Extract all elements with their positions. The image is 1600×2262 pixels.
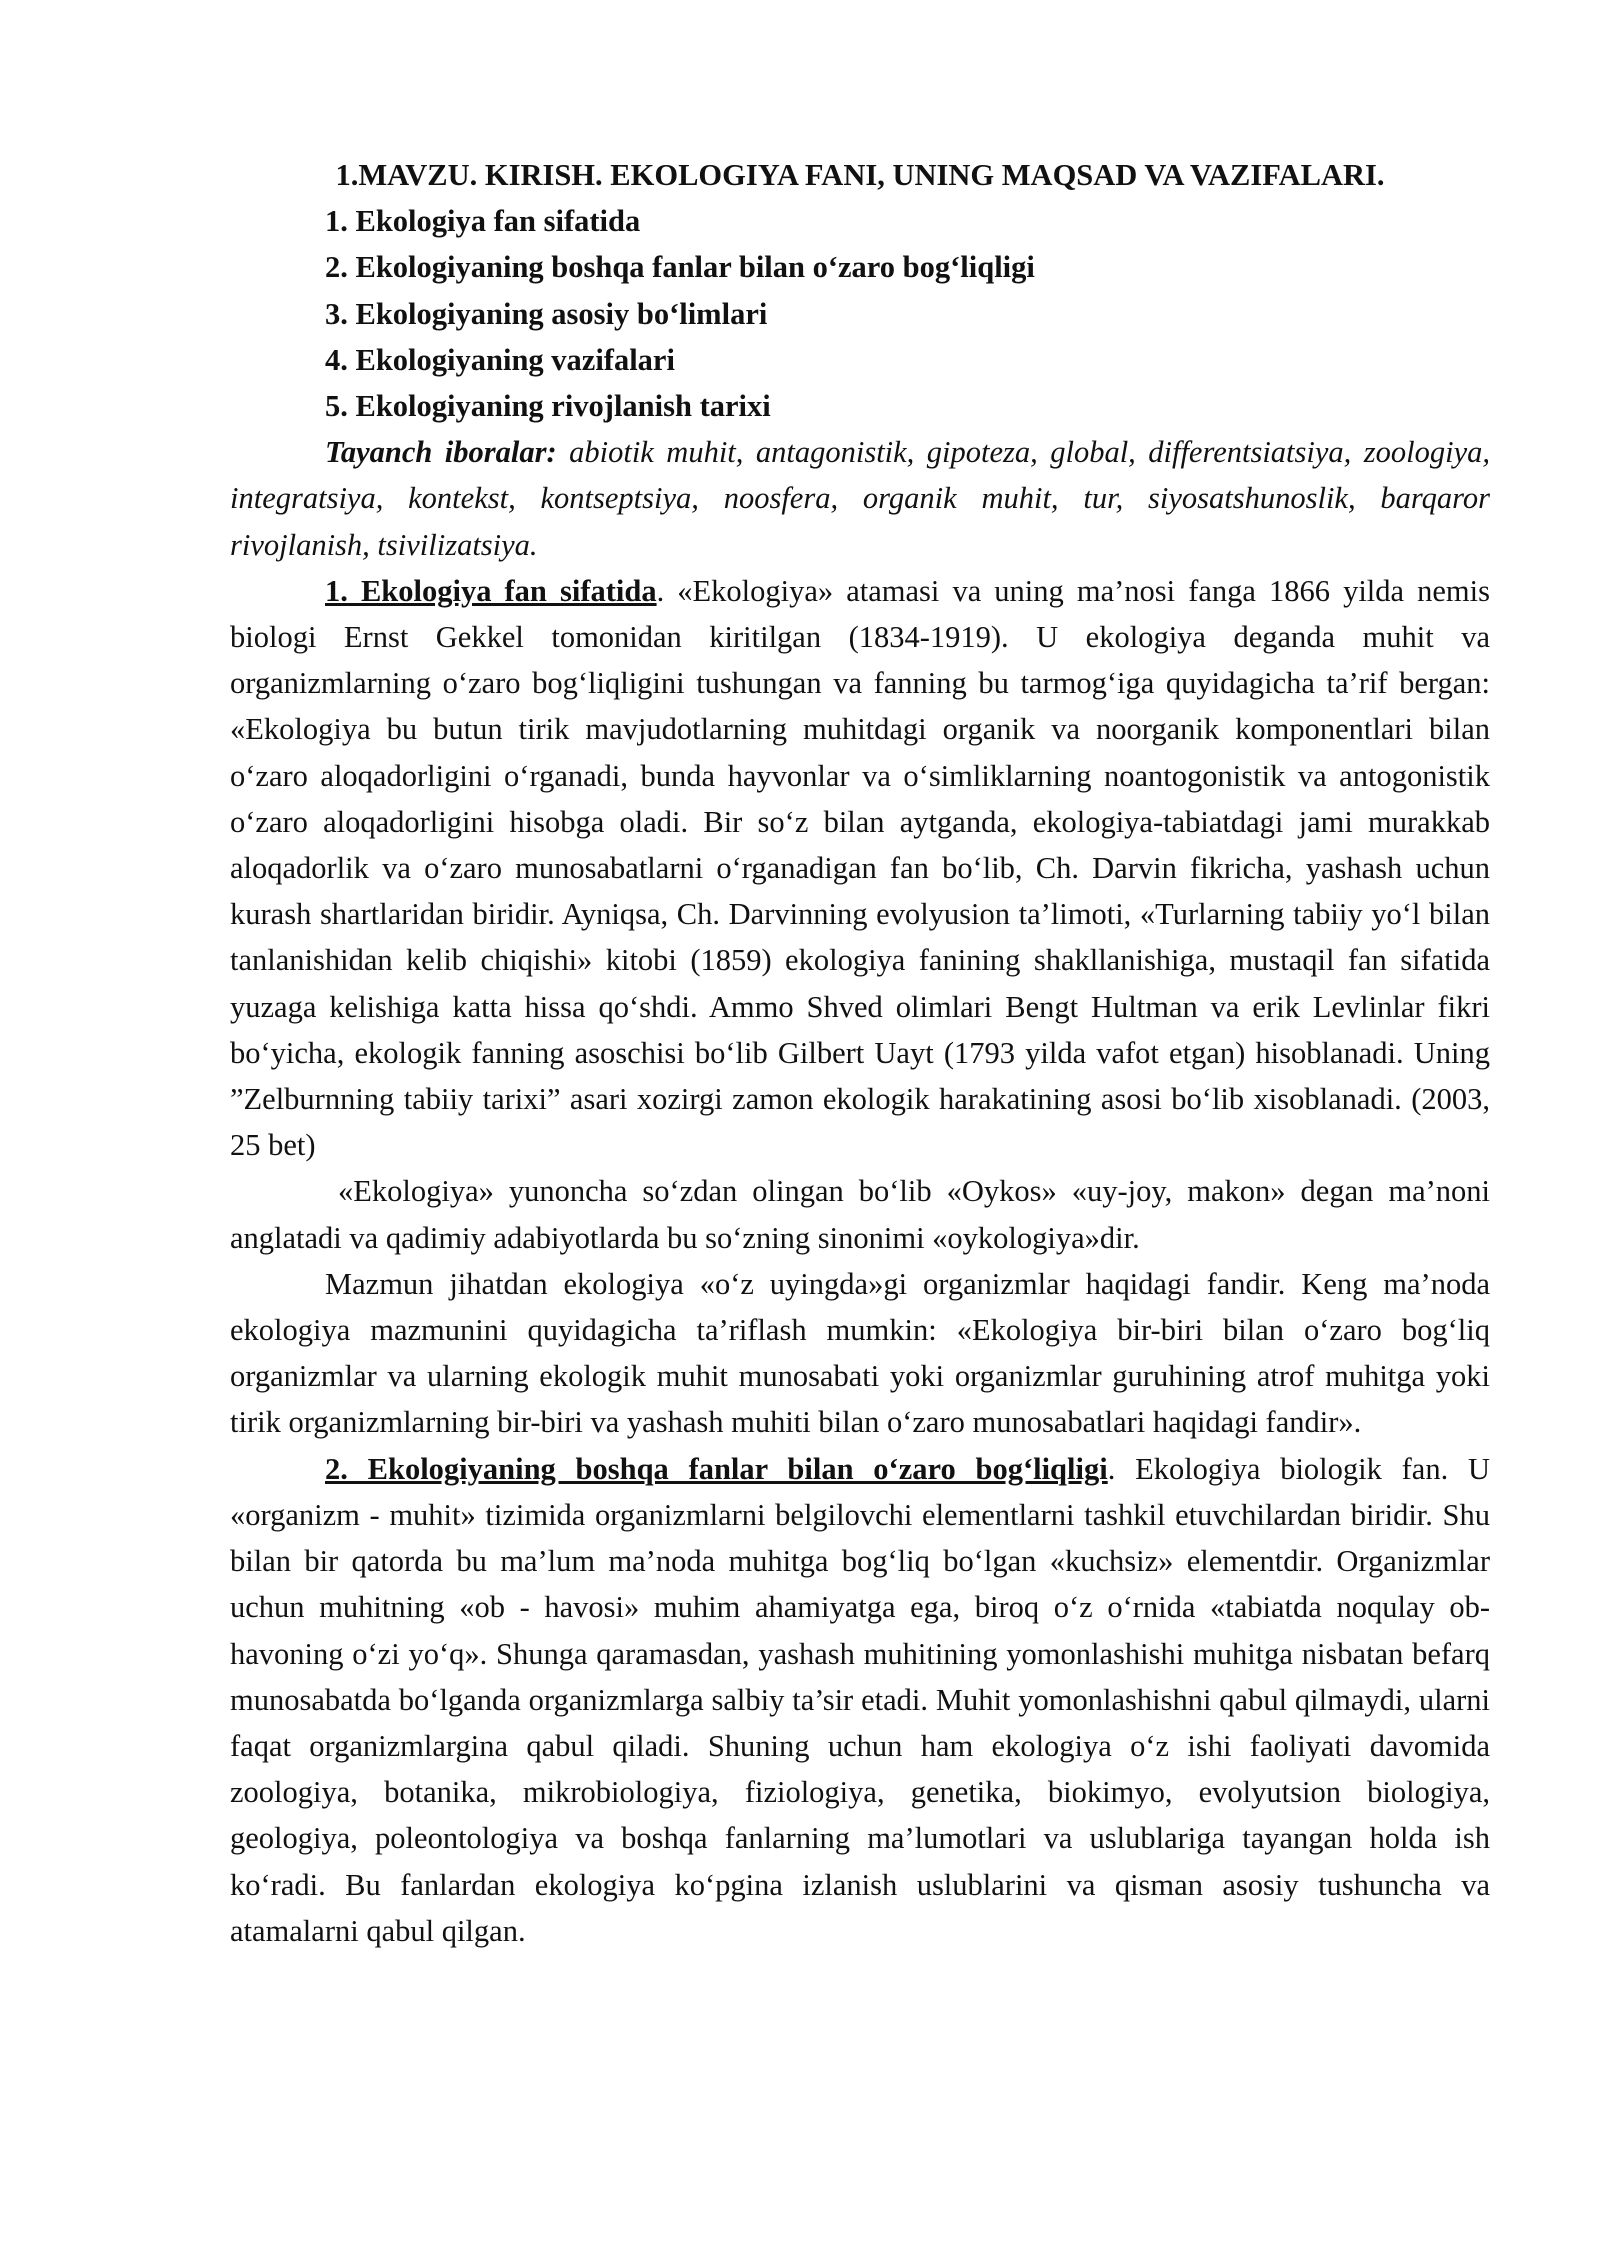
section1-paragraph-2: «Ekologiya» yunoncha so‘zdan olingan bo‘lib «Oykos» «uy-joy, makon» degan ma’noni anglatadi va qadimiy adabiyotlarda bu so‘zning sinonimi «oykologiya»dir.: [230, 1174, 1490, 1255]
section1-paragraph-3: Mazmun jihatdan ekologiya «o‘z uyingda»gi organizmlar haqidagi fandir. Keng ma’noda ekologiya mazmunini quyidagicha ta’riflash mumkin: «Ekologiya bir-biri bilan o‘zaro bog‘liq organizmlar va ularning ekologik muhit munosabati yoki organizmlar guruhining atrof muhitga yoki tirik organizmlarning bir-biri va yashash muhiti bilan o‘zaro munosabatlari haqidagi fandir».: [230, 1266, 1490, 1440]
section2-text: . Ekologiya biologik fan. U «organizm - muhit» tizimida organizmlarni belgilovchi elementlarni tashkil etuvchilardan biridir. Shu bilan bir qatorda bu ma’lum ma’noda muhitga bog‘liq bo‘lgan «kuchsiz» elementdir. Organizmlar uchun muhitning «ob - havosi» muhim ahamiyatga ega, biroq o‘z o‘rnida «tabiatda noqulay ob-havoning o‘zi yo‘q». Shunga qaramasdan, yashash muhitining yomonlashishi muhitga nisbatan befarq munosabatda bo‘lganda organizmlarga salbiy ta’sir etadi. Muhit yomonlashishni qabul qilmaydi, ularni faqat organizmlargina qabul qiladi. Shuning uchun ham ekologiya o‘z ishi faoliyati davomida zoologiya, botanika, mikrobiologiya, fiziologiya, genetika, biokimyo, evolyutsion biologiya, geologiya, poleontologiya va boshqa fanlarning ma’lumotlari va uslublariga tayangan holda ish ko‘radi. Bu fanlardan ekologiya ko‘pgina izlanish uslublarini va qisman asosiy tushuncha va atamalarni qabul qilgan.: [230, 1451, 1490, 1948]
keywords-label: Tayanch iboralar:: [325, 435, 557, 470]
toc-item: 1. Ekologiya fan sifatida: [325, 204, 641, 239]
toc-item: 3. Ekologiyaning asosiy bo‘limlari: [325, 296, 768, 331]
section1-text: . «Ekologiya» atamasi va uning ma’nosi fanga 1866 yilda nemis biologi Ernst Gekkel tomonidan kiritilgan (1834-1919). U ekologiya deganda muhit va organizmlarning o‘zaro bog‘liqligini tushungan va fanning bu tarmog‘iga quyidagicha ta’rif bergan: «Ekologiya bu butun tirik mavjudotlarning muhitdagi organik va noorganik komponentlari bilan o‘zaro aloqadorligini o‘rganadi, bunda hayvonlar va o‘simliklarning noantogonistik va antogonistik o‘zaro aloqadorligini hisobga oladi. Bir so‘z bilan aytganda, ekologiya-tabiatdagi jami murakkab aloqadorlik va o‘zaro munosabatlarni o‘rganadigan fan bo‘lib, Ch. Darvin fikricha, yashash uchun kurash shartlaridan biridir. Ayniqsa, Ch. Darvinning evolyusion ta’limoti, «Turlarning tabiiy yo‘l bilan tanlanishidan kelib chiqishi» kitobi (1859) ekologiya fanining shakllanishiga, mustaqil fan sifatida yuzaga kelishiga katta hissa qo‘shdi. Ammo Shved olimlari Bengt Hultman va erik Levlinlar fikri bo‘yicha, ekologik fanning asoschisi bo‘lib Gilbert Uayt (1793 yilda vafot etgan) hisoblanadi. Uning ”Zelburnning tabiiy tarixi” asari xozirgi zamon ekologik harakatining asosi bo‘lib xisoblanadi. (2003, 25 bet): [230, 573, 1490, 1163]
page-title: 1.MAVZU. KIRISH. EKOLOGIYA FANI, UNING MAQSAD VA VAZIFALARI.: [335, 158, 1385, 192]
keywords-paragraph: [230, 429, 1490, 568]
section1-paragraph: [230, 568, 1490, 1169]
toc-item: 5. Ekologiyaning rivojlanish tarixi: [325, 389, 771, 424]
document-page: [230, 152, 1490, 1954]
keywords-text: abiotik muhit, antagonistik, gipoteza, global, differentsiatsiya, zoologiya, integratsiya, kontekst, kontseptsiya, noosfera, organik muhit, tur, siyosatshunoslik, barqaror rivojlanish, tsivilizatsiya.: [230, 435, 1490, 562]
section2-heading: 2. Ekologiyaning boshqa fanlar bilan o‘zaro bog‘liqligi: [325, 1451, 1108, 1486]
section2-paragraph: [230, 1446, 1490, 1954]
toc-item: 4. Ekologiyaning vazifalari: [325, 342, 675, 377]
section1-heading: 1. Ekologiya fan sifatida: [325, 573, 657, 608]
table-of-contents: [230, 198, 1490, 429]
toc-item: 2. Ekologiyaning boshqa fanlar bilan o‘zaro bog‘liqligi: [325, 250, 1035, 285]
